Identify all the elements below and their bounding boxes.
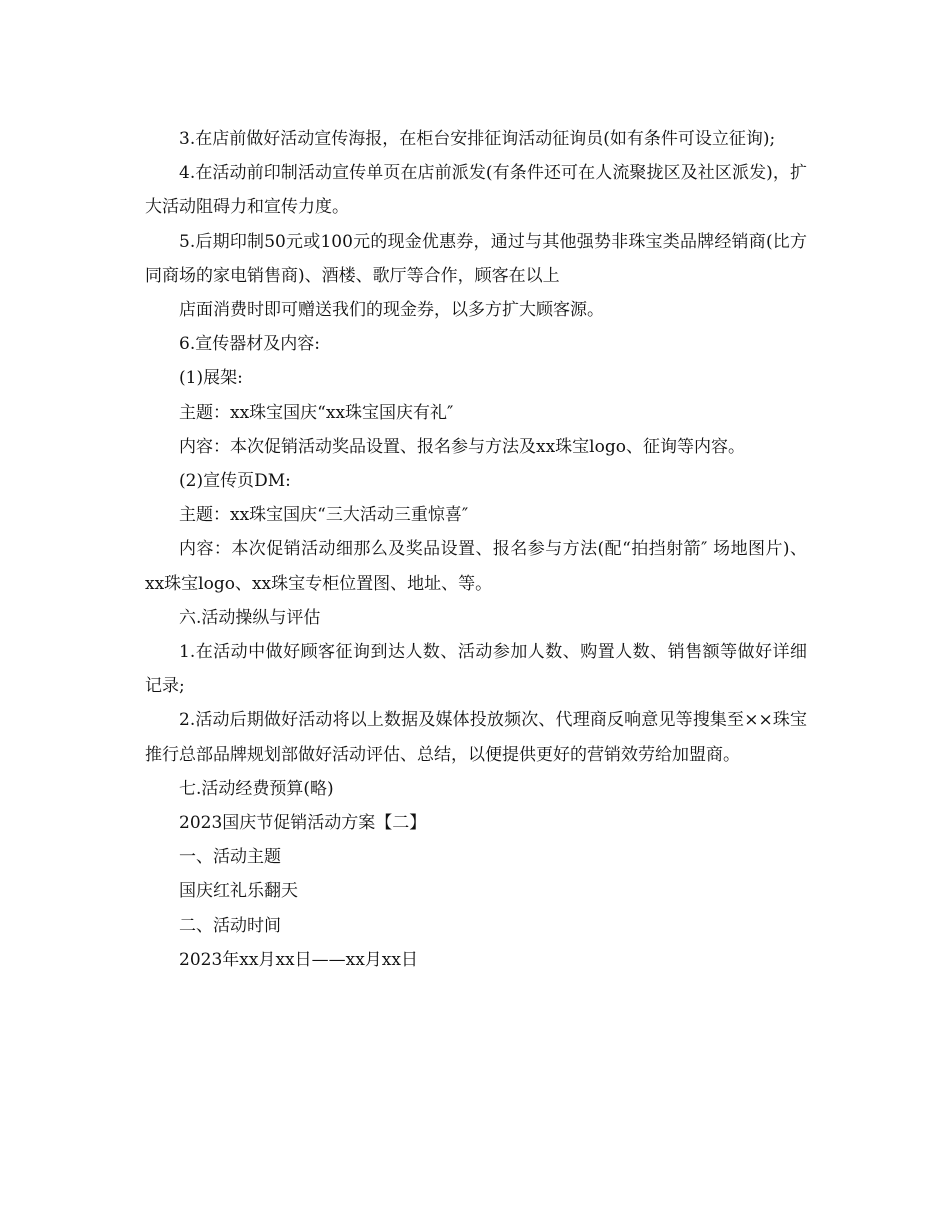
paragraph-dm-content: 内容：本次促销活动细那么及奖品设置、报名参与方法(配“拍挡射箭″ 场地图片)、xx珠宝logo、xx珠宝专柜位置图、地址、等。 [145,539,807,594]
paragraph-materials-heading: 6.宣传器材及内容: [179,334,320,355]
paragraph-record-keeping: 1.在活动中做好顾客征询到达人数、活动参加人数、购置人数、销售额等做好详细记录; [145,642,807,697]
paragraph-coupon-continued: 店面消费时即可赠送我们的现金券，以多方扩大顾客源。 [179,300,604,321]
paragraph-evaluation-summary: 2.活动后期做好活动将以上数据及媒体投放频次、代理商反响意见等搜集至××珠宝推行总部品牌规划部做好活动评估、总结，以便提供更好的营销效劳给加盟商。 [145,710,807,765]
section-heading-control-evaluation: 六.活动操纵与评估 [179,607,321,628]
plan-two-title: 2023国庆节促销活动方案【二】 [179,813,427,834]
section-heading-budget: 七.活动经费预算(略) [179,778,334,799]
paragraph-display-stand: (1)展架: [179,368,243,389]
paragraph-promo-poster: 3.在店前做好活动宣传海报，在柜台安排征询活动征询员(如有条件可设立征询); [179,129,776,149]
paragraph-cash-coupon: 5.后期印制50元或100元的现金优惠券，通过与其他强势非珠宝类品牌经销商(比方同商场的家电销售商)、酒楼、歌厅等合作，顾客在以上 [145,231,807,286]
paragraph-dm-flyer: (2)宣传页DM: [179,471,291,492]
paragraph-stand-content: 内容：本次促销活动奖品设置、报名参与方法及xx珠宝logo、征询等内容。 [179,436,745,457]
paragraph-dm-theme: 主题：xx珠宝国庆“三大活动三重惊喜″ [179,505,469,526]
paragraph-time-range: 2023年xx月xx日——xx月xx日 [179,949,418,970]
document-body [145,122,807,977]
section-heading-theme: 一、活动主题 [179,847,281,868]
paragraph-stand-theme: 主题：xx珠宝国庆“xx珠宝国庆有礼″ [179,402,454,423]
paragraph-flyer-distribution: 4.在活动前印制活动宣传单页在店前派发(有条件还可在人流聚拢区及社区派发)，扩大活动阻碍力和宣传力度。 [145,163,807,218]
section-heading-time: 二、活动时间 [179,915,281,936]
paragraph-theme-text: 国庆红礼乐翻天 [179,881,298,902]
